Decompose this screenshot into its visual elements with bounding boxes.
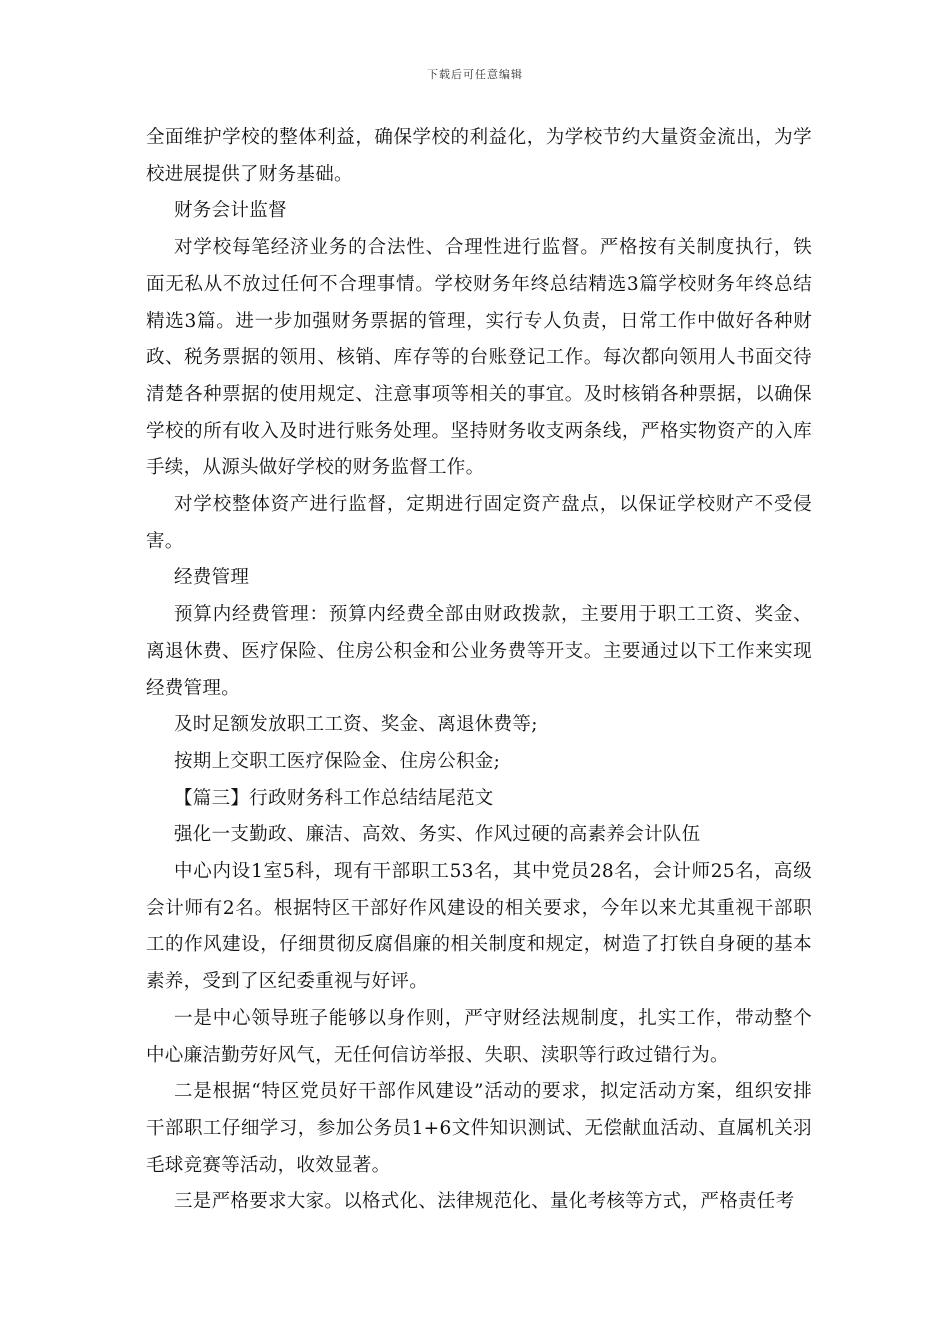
paragraph: 【篇三】行政财务科工作总结结尾范文: [174, 787, 494, 809]
paragraph: 强化一支勤政、廉洁、高效、务实、作风过硬的高素养会计队伍: [174, 824, 701, 846]
paragraph: 三是严格要求大家。以格式化、法律规范化、量化考核等方式，严格责任考: [174, 1191, 795, 1213]
paragraph: 经费管理: [174, 567, 250, 589]
paragraph: 对学校整体资产进行监督，定期进行固定资产盘点，以保证学校财产不受侵害。: [146, 494, 812, 552]
paragraph: 财务会计监督: [174, 200, 287, 222]
paragraph: 对学校每笔经济业务的合法性、合理性进行监督。严格按有关制度执行，铁面无私从不放过任何不合理事情。学校财务年终总结精选3篇学校财务年终总结精选3篇。进一步加强财务票据的管理，实行专人负责，日常工作中做好各种财政、税务票据的领用、核销、库存等的台账登记工作。每次都向领用人书面交待清楚各种票据的使用规定、注意事项等相关的事宜。及时核销各种票据，以确保学校的所有收入及时进行账务处理。坚持财务收支两条线，严格实物资产的入库手续，从源头做好学校的财务监督工作。: [146, 237, 812, 479]
paragraph: 预算内经费管理：预算内经费全部由财政拨款，主要用于职工工资、奖金、离退休费、医疗保险、住房公积金和公业务费等开支。主要通过以下工作来实现经费管理。: [146, 604, 812, 699]
paragraph: 及时足额发放职工工资、奖金、离退休费等;: [174, 714, 538, 736]
paragraph: 一是中心领导班子能够以身作则，严守财经法规制度，扎实工作，带动整个中心廉洁勤劳好风气，无任何信访举报、失职、渎职等行政过错行为。: [146, 1007, 812, 1066]
paragraph: 中心内设1室5科，现有干部职工53名，其中党员28名，会计师25名，高级会计师有2名。根据特区干部好作风建设的相关要求，今年以来尤其重视干部职工的作风建设，仔细贯彻反腐倡廉的相关制度和规定，树造了打铁自身硬的基本素养，受到了区纪委重视与好评。: [146, 861, 812, 993]
header-note: 下载后可任意编辑: [427, 68, 523, 81]
paragraph: 全面维护学校的整体利益，确保学校的利益化，为学校节约大量资金流出，为学校进展提供了财务基础。: [146, 127, 812, 185]
document-body: [146, 120, 812, 1221]
paragraph: 二是根据“特区党员好干部作风建设”活动的要求，拟定活动方案，组织安排干部职工仔细学习，参加公务员1+6文件知识测试、无偿献血活动、直属机关羽毛球竞赛等活动，收效显著。: [146, 1081, 812, 1176]
paragraph: 按期上交职工医疗保险金、住房公积金;: [174, 750, 501, 772]
